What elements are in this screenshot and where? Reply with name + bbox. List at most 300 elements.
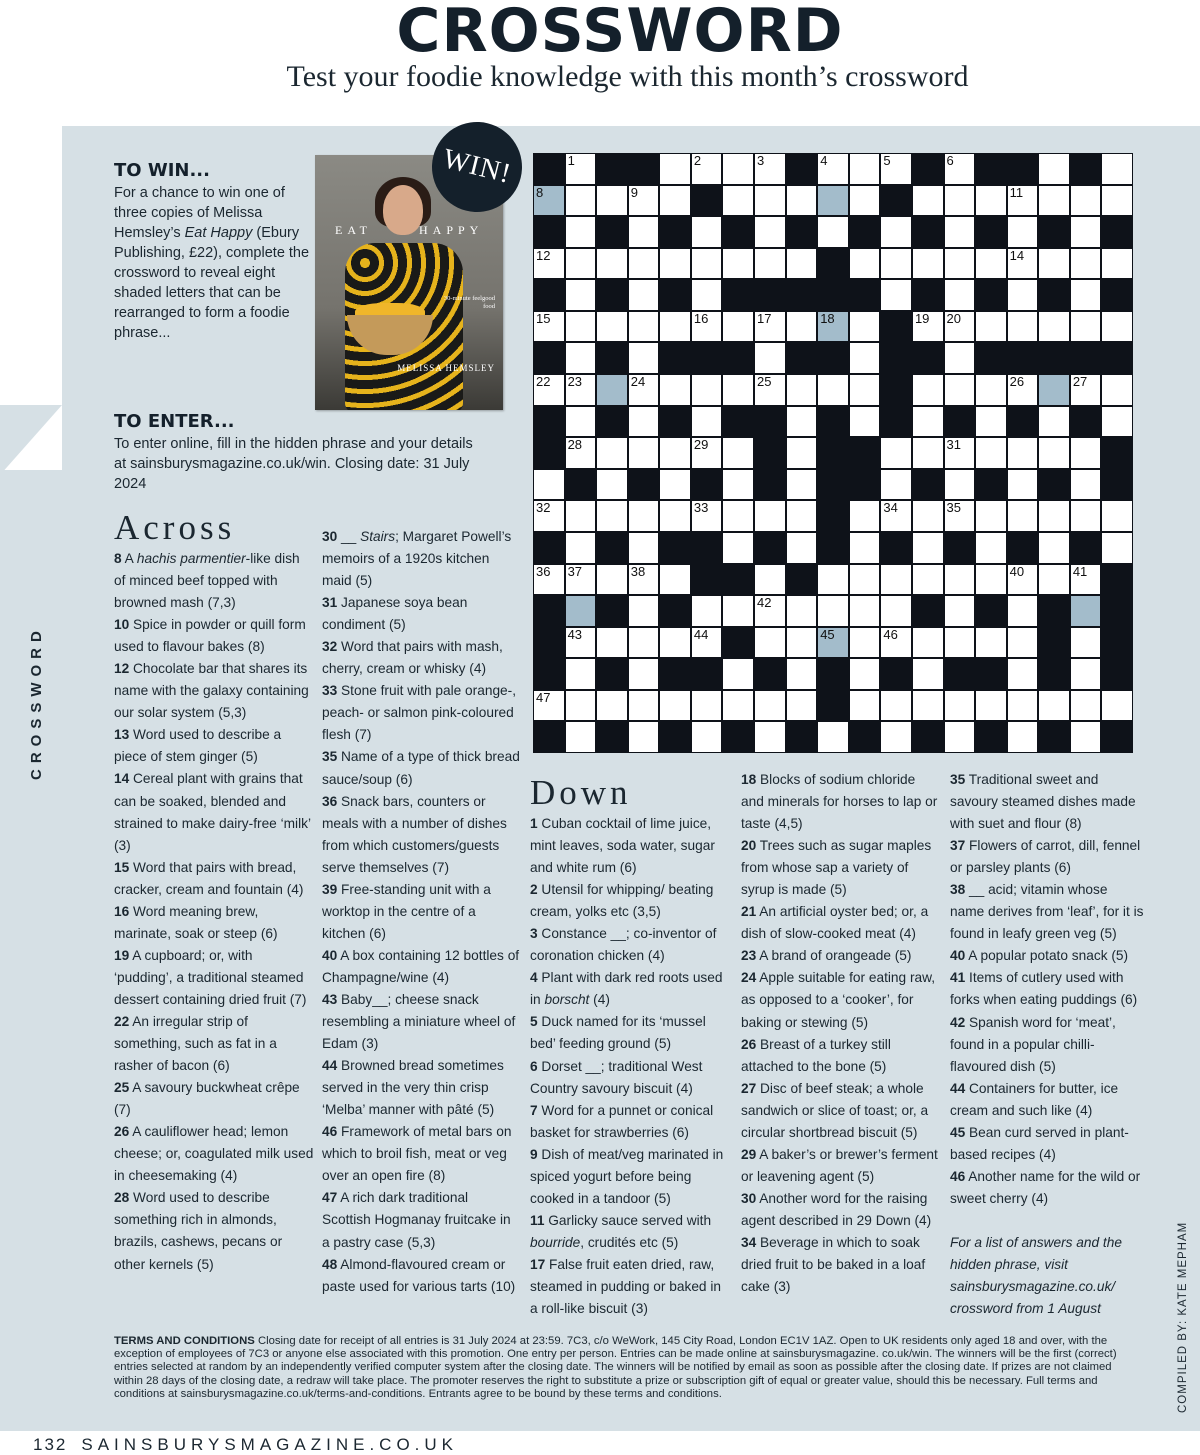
grid-cell[interactable]	[945, 501, 975, 531]
book-cover-face	[383, 185, 423, 235]
grid-cell[interactable]	[660, 249, 690, 279]
clue-number: 20	[946, 310, 961, 326]
grid-cell[interactable]	[629, 375, 659, 405]
clue-number: 40	[1009, 563, 1025, 579]
grid-cell[interactable]	[566, 217, 596, 247]
grid-cell[interactable]	[566, 375, 596, 405]
grid-cell[interactable]	[692, 312, 722, 342]
grid-cell[interactable]	[881, 565, 911, 595]
grid-cell[interactable]	[629, 249, 659, 279]
grid-cell[interactable]	[723, 659, 753, 689]
grid-cell[interactable]	[881, 249, 911, 279]
grid-cell[interactable]	[976, 691, 1006, 721]
grid-cell[interactable]	[945, 565, 975, 595]
grid-cell[interactable]	[1071, 501, 1101, 531]
terms-text: Closing date for receipt of all entries is 31 July 2024 at 23:59. 7C3, c/o WeWork, 145 City Road, London EC1V 1AZ. Open to UK residents only aged 18 and over, with the exception of employees of 7C3 or anyone else associated with this promotion. One entry per person. Entries can be made online at sainsburysmagazine. co.uk/win. The winners will be the first (correct) entries selected at random by an independently verified computer system after the closing date. The winners will be notified by email as soon as possible after the closing date. If prizes are not claimed within 28 days of the closing date, a redraw will take place. The promoter reserves the right to substitute a prize or subscription gift of equal or greater value, should this be necessary. Full terms and conditions at sainsburysmagazine.co.uk/terms-and-conditions. Entrants agree to be bound by these terms and conditions.	[114, 1335, 1117, 1400]
grid-cell[interactable]	[566, 407, 596, 437]
to-enter-heading: TO ENTER...	[114, 411, 235, 432]
grid-cell[interactable]	[1102, 407, 1132, 437]
clue-number: 9	[630, 184, 638, 200]
clue-number: 29	[693, 437, 709, 453]
grid-cell[interactable]	[755, 154, 785, 184]
clue-number: 5	[883, 153, 891, 168]
grid-cell[interactable]	[629, 343, 659, 373]
grid-cell[interactable]	[945, 280, 975, 310]
grid-cell[interactable]	[1008, 565, 1038, 595]
grid-cell[interactable]	[660, 501, 690, 531]
grid-cell[interactable]	[534, 312, 564, 342]
grid-cell[interactable]	[913, 186, 943, 216]
grid-cell[interactable]	[1071, 722, 1101, 752]
grid-cell[interactable]	[945, 722, 975, 752]
grid-cell[interactable]	[629, 407, 659, 437]
grid-cell[interactable]	[850, 312, 880, 342]
grid-cell[interactable]	[755, 596, 785, 626]
grid-cell[interactable]	[629, 501, 659, 531]
grid-cell[interactable]	[1039, 691, 1069, 721]
grid-cell[interactable]	[692, 407, 722, 437]
grid-cell[interactable]	[818, 596, 848, 626]
grid-cell[interactable]	[850, 596, 880, 626]
grid-cell[interactable]	[818, 722, 848, 752]
clue-number: 47	[536, 689, 551, 705]
grid-cell[interactable]	[597, 438, 627, 468]
grid-cell[interactable]	[1008, 691, 1038, 721]
grid-cell[interactable]	[913, 407, 943, 437]
grid-cell[interactable]	[723, 501, 753, 531]
grid-cell[interactable]	[1039, 438, 1069, 468]
grid-cell[interactable]	[1008, 217, 1038, 247]
clue-number: 37	[567, 563, 583, 579]
grid-cell[interactable]	[850, 249, 880, 279]
grid-cell[interactable]	[629, 533, 659, 563]
grid-cell-shaded[interactable]	[534, 186, 564, 216]
grid-cell[interactable]	[1008, 722, 1038, 752]
grid-cell[interactable]	[1071, 691, 1101, 721]
grid-cell[interactable]	[534, 375, 564, 405]
grid-cell[interactable]	[566, 154, 596, 184]
grid-cell[interactable]	[945, 343, 975, 373]
grid-cell[interactable]	[597, 565, 627, 595]
grid-cell[interactable]	[692, 217, 722, 247]
grid-cell[interactable]	[1008, 438, 1038, 468]
clue-number: 16	[693, 310, 709, 326]
grid-cell[interactable]	[660, 565, 690, 595]
across-clues-col2: 30 __ Stairs; Margaret Powell’s memoirs of a 1920s kitchen maid (5) 31 Japanese soya bean condiment (5) 32 Word that pairs with mash, cherry, cream or whisky (4) 33 Stone fruit with pale orange-, peach- or salmon pink-coloured flesh (7) 35 Name of a type of thick bread sauce/soup (6) 36 Snack bars, counters or meals with a number of dishes from which customers/guests serve themselves (7) 39 Free-standing unit with a worktop in the centre of a kitchen (6) 40 A box containing 12 bottles of Champagne/wine (4) 43 Baby__; cheese snack resembling a miniature wheel of Edam (3) 44 Browned bread sometimes served in the very thin crisp ‘Melba’ manner with pâté (5) 46 Framework of metal bars on which to broil fish, meat or veg over an open fire (8) 47 A rich dark traditional Scottish Hogmanay fruitcake in a pastry case (5,3) 48 Almond-flavoured cream or paste used for various tarts (10)	[322, 529, 520, 1294]
grid-cell[interactable]	[945, 217, 975, 247]
grid-cell[interactable]	[755, 312, 785, 342]
grid-cell[interactable]	[755, 628, 785, 658]
footer-site: SAINSBURYSMAGAZINE.CO.UK	[81, 1435, 459, 1454]
grid-cell[interactable]	[566, 280, 596, 310]
grid-cell[interactable]	[692, 154, 722, 184]
grid-cell[interactable]	[976, 501, 1006, 531]
grid-cell[interactable]	[1008, 249, 1038, 279]
grid-cell[interactable]	[692, 501, 722, 531]
grid-cell[interactable]	[1071, 628, 1101, 658]
clue-number: 8	[536, 184, 544, 200]
grid-cell[interactable]	[1102, 501, 1132, 531]
grid-cell[interactable]	[755, 186, 785, 216]
grid-cell[interactable]	[534, 691, 564, 721]
grid-cell-shaded[interactable]	[1039, 375, 1069, 405]
grid-cell[interactable]	[787, 438, 817, 468]
grid-cell[interactable]	[566, 438, 596, 468]
grid-cell[interactable]	[976, 407, 1006, 437]
grid-cell-shaded[interactable]	[818, 312, 848, 342]
clue-number: 17	[757, 310, 772, 326]
grid-cell[interactable]	[629, 628, 659, 658]
grid-cell[interactable]	[787, 691, 817, 721]
grid-cell[interactable]	[850, 691, 880, 721]
grid-cell[interactable]	[881, 280, 911, 310]
grid-cell[interactable]	[850, 565, 880, 595]
grid-cell[interactable]	[1039, 407, 1069, 437]
grid-cell[interactable]	[976, 249, 1006, 279]
grid-cell[interactable]	[1071, 249, 1101, 279]
grid-cell[interactable]	[755, 501, 785, 531]
clue-number: 34	[883, 500, 898, 516]
clue-number: 44	[693, 626, 709, 642]
grid-cell[interactable]	[1102, 533, 1132, 563]
grid-cell[interactable]	[945, 438, 975, 468]
grid-cell[interactable]	[1071, 217, 1101, 247]
grid-cell[interactable]	[787, 533, 817, 563]
grid-cell-shaded[interactable]	[566, 596, 596, 626]
grid-cell[interactable]	[723, 596, 753, 626]
grid-cell[interactable]	[850, 501, 880, 531]
clue-number: 23	[567, 374, 583, 390]
clue-number: 42	[757, 595, 772, 611]
grid-cell[interactable]	[850, 186, 880, 216]
down-clues-col3: 35 Traditional sweet and savoury steamed dishes made with suet and flour (8) 37 Flowers of carrot, dill, fennel or parsley plants (6) 38 __ acid; vitamin whose name derives from ‘leaf’, for it is found in leafy green veg (5) 40 A popular potato snack (5) 41 Items of cutlery used with forks when eating puddings (6) 42 Spanish word for ‘meat’, found in a popular chilli-flavoured dish (5) 44 Containers for butter, ice cream and such like (4) 45 Bean curd served in plant-based recipes (4) 46 Another name for the wild or sweet cherry (4) For a list of answers and the hidden phrase, visit sainsburysmagazine.co.uk/ crossword from 1 August	[950, 772, 1144, 1317]
grid-cell[interactable]	[1008, 659, 1038, 689]
clue-number: 28	[567, 437, 583, 453]
grid-cell[interactable]	[692, 375, 722, 405]
clue-number: 25	[757, 374, 772, 390]
grid-cell[interactable]	[1008, 501, 1038, 531]
clue-number: 46	[883, 626, 898, 642]
grid-cell[interactable]	[1071, 312, 1101, 342]
grid-cell[interactable]	[534, 249, 564, 279]
grid-cell-shaded[interactable]	[818, 628, 848, 658]
grid-cell[interactable]	[913, 312, 943, 342]
grid-cell[interactable]	[660, 312, 690, 342]
grid-cell[interactable]	[692, 691, 722, 721]
grid-cell[interactable]	[597, 249, 627, 279]
clue-number: 33	[693, 500, 709, 516]
grid-cell[interactable]	[597, 470, 627, 500]
grid-cell[interactable]	[1071, 280, 1101, 310]
grid-cell[interactable]	[723, 438, 753, 468]
grid-cell[interactable]	[913, 565, 943, 595]
grid-cell[interactable]	[1102, 249, 1132, 279]
grid-cell[interactable]	[913, 659, 943, 689]
compiled-by-credit: COMPILED BY: KATE MEPHAM	[1177, 1221, 1189, 1413]
grid-cell[interactable]	[976, 533, 1006, 563]
grid-cell[interactable]	[818, 154, 848, 184]
grid-cell[interactable]	[660, 375, 690, 405]
grid-cell[interactable]	[629, 565, 659, 595]
grid-cell[interactable]	[1039, 312, 1069, 342]
grid-cell[interactable]	[1008, 186, 1038, 216]
grid-cell[interactable]	[723, 470, 753, 500]
grid-cell[interactable]	[660, 628, 690, 658]
grid-cell[interactable]	[787, 470, 817, 500]
grid-cell[interactable]	[850, 628, 880, 658]
grid-cell[interactable]	[1102, 186, 1132, 216]
down-heading: Down	[530, 773, 632, 812]
clue-number: 24	[630, 374, 646, 390]
down-clues-col2: 18 Blocks of sodium chloride and minerals for horses to lap or taste (4,5) 20 Trees such as sugar maples from whose sap a variety of syrup is made (5) 21 An artificial oyster bed; or, a dish of slow-cooked meat (4) 23 A brand of orangeade (5) 24 Apple suitable for eating raw, as opposed to a ‘cooker’, for baking or stewing (5) 26 Breast of a turkey still attached to the bone (5) 27 Disc of beef steak; a whole sandwich or slice of toast; or, a circular shortbread biscuit (5) 29 A baker’s or brewer’s ferment or leavening agent (5) 30 Another word for the raising agent described in 29 Down (4) 34 Beverage in which to soak dried fruit to be baked in a loaf cake (3)	[741, 772, 938, 1295]
grid-cell[interactable]	[1102, 312, 1132, 342]
crossword-grid	[533, 153, 1133, 753]
grid-cell[interactable]	[566, 722, 596, 752]
page-number: 132	[33, 1435, 68, 1454]
grid-cell[interactable]	[629, 217, 659, 247]
grid-cell[interactable]	[566, 249, 596, 279]
clue-number: 43	[567, 626, 583, 642]
grid-cell[interactable]	[1071, 659, 1101, 689]
grid-cell[interactable]	[945, 249, 975, 279]
grid-cell[interactable]	[566, 691, 596, 721]
grid-cell[interactable]	[1039, 154, 1069, 184]
grid-cell[interactable]	[976, 628, 1006, 658]
grid-cell[interactable]	[723, 249, 753, 279]
grid-cell[interactable]	[597, 501, 627, 531]
left-edge-strip	[0, 470, 62, 1431]
grid-cell[interactable]	[913, 533, 943, 563]
grid-cell[interactable]	[787, 312, 817, 342]
grid-cell[interactable]	[976, 375, 1006, 405]
grid-cell[interactable]	[566, 533, 596, 563]
grid-cell[interactable]	[723, 154, 753, 184]
clue-number: 4	[820, 153, 828, 168]
clue-number: 1	[567, 153, 575, 168]
grid-cell[interactable]	[629, 280, 659, 310]
book-title-left: EAT	[335, 223, 372, 237]
grid-cell[interactable]	[566, 628, 596, 658]
grid-cell[interactable]	[566, 343, 596, 373]
grid-cell[interactable]	[597, 628, 627, 658]
grid-cell[interactable]	[566, 312, 596, 342]
grid-cell[interactable]	[723, 533, 753, 563]
grid-cell[interactable]	[881, 628, 911, 658]
grid-cell[interactable]	[566, 501, 596, 531]
grid-cell[interactable]	[534, 565, 564, 595]
grid-cell[interactable]	[787, 249, 817, 279]
grid-cell[interactable]	[629, 722, 659, 752]
grid-cell[interactable]	[1008, 280, 1038, 310]
page-footer	[33, 1435, 458, 1455]
clue-number: 36	[536, 563, 551, 579]
grid-cell[interactable]	[566, 565, 596, 595]
grid-cell[interactable]	[1071, 375, 1101, 405]
grid-cell[interactable]	[881, 691, 911, 721]
grid-cell[interactable]	[850, 659, 880, 689]
grid-cell[interactable]	[881, 470, 911, 500]
clue-number: 22	[536, 374, 551, 390]
grid-cell[interactable]	[945, 312, 975, 342]
grid-cell[interactable]	[566, 659, 596, 689]
clue-number: 12	[536, 247, 551, 263]
grid-cell[interactable]	[660, 691, 690, 721]
grid-cell[interactable]	[945, 628, 975, 658]
clue-number: 35	[946, 500, 961, 516]
grid-cell[interactable]	[850, 407, 880, 437]
grid-cell[interactable]	[723, 691, 753, 721]
grid-cell[interactable]	[913, 249, 943, 279]
grid-cell[interactable]	[723, 186, 753, 216]
grid-cell[interactable]	[787, 186, 817, 216]
book-cover-tagline: 30-minute feelgood food	[443, 295, 495, 310]
grid-cell[interactable]	[660, 186, 690, 216]
grid-cell[interactable]	[976, 312, 1006, 342]
grid-cell[interactable]	[850, 533, 880, 563]
grid-cell[interactable]	[1008, 312, 1038, 342]
grid-cell-shaded[interactable]	[597, 375, 627, 405]
grid-cell-shaded[interactable]	[1071, 596, 1101, 626]
grid-cell[interactable]	[629, 312, 659, 342]
grid-cell[interactable]	[597, 312, 627, 342]
grid-cell[interactable]	[629, 659, 659, 689]
grid-cell[interactable]	[534, 470, 564, 500]
grid-cell[interactable]	[629, 596, 659, 626]
grid-cell[interactable]	[755, 691, 785, 721]
grid-cell[interactable]	[818, 217, 848, 247]
clue-number: 14	[1009, 247, 1025, 263]
grid-cell[interactable]	[818, 375, 848, 405]
grid-cell[interactable]	[913, 438, 943, 468]
grid-cell[interactable]	[660, 470, 690, 500]
grid-cell[interactable]	[755, 375, 785, 405]
grid-cell[interactable]	[945, 596, 975, 626]
clue-number: 41	[1072, 563, 1088, 579]
grid-cell[interactable]	[881, 722, 911, 752]
grid-cell[interactable]	[1071, 186, 1101, 216]
grid-cell[interactable]	[945, 691, 975, 721]
grid-cell[interactable]	[1071, 565, 1101, 595]
clue-number: 26	[1009, 374, 1025, 390]
grid-cell[interactable]	[945, 154, 975, 184]
grid-cell[interactable]	[1008, 470, 1038, 500]
to-enter-body: To enter online, fill in the hidden phrase and your details at sainsburysmagazine.co.uk/win. Closing date: 31 July 2024	[114, 436, 473, 492]
grid-cell[interactable]	[1008, 375, 1038, 405]
grid-cell[interactable]	[692, 596, 722, 626]
grid-cell[interactable]	[976, 438, 1006, 468]
grid-cell[interactable]	[692, 249, 722, 279]
grid-cell[interactable]	[1008, 596, 1038, 626]
clue-number: 27	[1072, 374, 1088, 390]
book-title-right: HAPPY	[419, 223, 484, 237]
grid-cell[interactable]	[976, 565, 1006, 595]
grid-cell[interactable]	[692, 280, 722, 310]
to-win-heading: TO WIN...	[114, 160, 210, 181]
grid-cell[interactable]	[755, 249, 785, 279]
grid-cell[interactable]	[629, 186, 659, 216]
grid-cell[interactable]	[597, 186, 627, 216]
grid-cell[interactable]	[534, 501, 564, 531]
grid-cell[interactable]	[818, 565, 848, 595]
clue-number: 3	[757, 153, 765, 168]
grid-cell[interactable]	[755, 343, 785, 373]
grid-cell[interactable]	[1039, 249, 1069, 279]
clue-number: 32	[536, 500, 551, 516]
grid-cell[interactable]	[913, 628, 943, 658]
grid-cell[interactable]	[1071, 470, 1101, 500]
grid-cell[interactable]	[1102, 691, 1132, 721]
grid-cell[interactable]	[692, 722, 722, 752]
grid-cell[interactable]	[787, 375, 817, 405]
grid-cell[interactable]	[1039, 186, 1069, 216]
grid-cell[interactable]	[787, 596, 817, 626]
clue-number: 2	[693, 153, 702, 168]
clue-number: 45	[820, 626, 835, 642]
grid-cell[interactable]	[1008, 628, 1038, 658]
terms-label: TERMS AND CONDITIONS	[114, 1335, 255, 1347]
grid-cell[interactable]	[692, 438, 722, 468]
grid-cell[interactable]	[787, 501, 817, 531]
grid-cell[interactable]	[660, 154, 690, 184]
clue-number: 11	[1009, 184, 1024, 200]
page-title: CROSSWORD	[396, 0, 844, 66]
grid-cell[interactable]	[945, 375, 975, 405]
grid-cell[interactable]	[1071, 438, 1101, 468]
grid-cell[interactable]	[1039, 501, 1069, 531]
grid-cell[interactable]	[660, 438, 690, 468]
grid-cell[interactable]	[850, 343, 880, 373]
grid-cell[interactable]	[881, 596, 911, 626]
grid-cell[interactable]	[755, 565, 785, 595]
grid-cell[interactable]	[787, 659, 817, 689]
grid-cell-shaded[interactable]	[818, 186, 848, 216]
win-badge: WIN!	[422, 112, 531, 221]
grid-cell[interactable]	[629, 691, 659, 721]
grid-cell[interactable]	[723, 375, 753, 405]
grid-cell[interactable]	[1039, 565, 1069, 595]
grid-cell[interactable]	[1039, 533, 1069, 563]
grid-cell[interactable]	[850, 154, 880, 184]
grid-cell[interactable]	[1102, 375, 1132, 405]
grid-cell[interactable]	[945, 186, 975, 216]
grid-cell[interactable]	[976, 186, 1006, 216]
grid-cell[interactable]	[913, 501, 943, 531]
grid-cell[interactable]	[629, 438, 659, 468]
grid-cell[interactable]	[755, 722, 785, 752]
across-clues-col1: 8 A hachis parmentier-like dish of minced beef topped with browned mash (7,3) 10 Spice in powder or quill form used to flavour bakes (8) 12 Chocolate bar that shares its name with the galaxy containing our solar system (5,3) 13 Word used to describe a piece of stem ginger (5) 14 Cereal plant with grains that can be soaked, blended and strained to make dairy-free ‘milk’ (3) 15 Word that pairs with bread, cracker, cream and fountain (4) 16 Word meaning brew, marinate, soak or steep (6) 19 A cupboard; or, with ‘pudding’, a traditional steamed dessert containing dried fruit (7) 22 An irregular strip of something, such as fat in a rasher of bacon (6) 25 A savoury buckwheat crêpe (7) 26 A cauliflower head; lemon cheese; or, coagulated milk used in cheesemaking (4) 28 Word used to describe something rich in almonds, brazils, cashews, pecans or other kernels (5)	[114, 551, 314, 1272]
grid-cell[interactable]	[913, 691, 943, 721]
grid-cell[interactable]	[787, 407, 817, 437]
grid-cell[interactable]	[881, 501, 911, 531]
to-win-body: For a chance to win one of three copies of Melissa Hemsley’s Eat Happy (Ebury Publishing, £22), complete the crossword to reveal eight shaded letters that can be rearranged to form a foodie phrase...	[114, 185, 310, 341]
grid-cell[interactable]	[881, 217, 911, 247]
side-section-label: CROSSWORD	[28, 625, 45, 780]
grid-cell[interactable]	[787, 628, 817, 658]
grid-cell[interactable]	[755, 217, 785, 247]
grid-cell[interactable]	[881, 154, 911, 184]
grid-cell[interactable]	[566, 186, 596, 216]
grid-cell[interactable]	[881, 438, 911, 468]
grid-cell[interactable]	[692, 628, 722, 658]
grid-cell[interactable]	[597, 691, 627, 721]
grid-cell[interactable]	[850, 375, 880, 405]
across-heading: Across	[114, 508, 236, 547]
down-clues-col1: 1 Cuban cocktail of lime juice, mint leaves, soda water, sugar and white rum (6) 2 Utensil for whipping/ beating cream, yolks etc (3,5) 3 Constance __; co-inventor of coronation chicken (4) 4 Plant with dark red roots used in borscht (4) 5 Duck named for its ‘mussel bed’ feeding ground (5) 6 Dorset __; traditional West Country savoury biscuit (4) 7 Word for a punnet or conical basket for strawberries (6) 9 Dish of meat/veg marinated in spiced yogurt before being cooked in a tandoor (5) 11 Garlicky sauce served with bourride, crudités etc (5) 17 False fruit eaten dried, raw, steamed in pudding or baked in a roll-like biscuit (3)	[530, 816, 724, 1317]
grid-cell[interactable]	[1102, 154, 1132, 184]
grid-cell[interactable]	[945, 470, 975, 500]
grid-cell[interactable]	[913, 375, 943, 405]
grid-cell[interactable]	[723, 312, 753, 342]
